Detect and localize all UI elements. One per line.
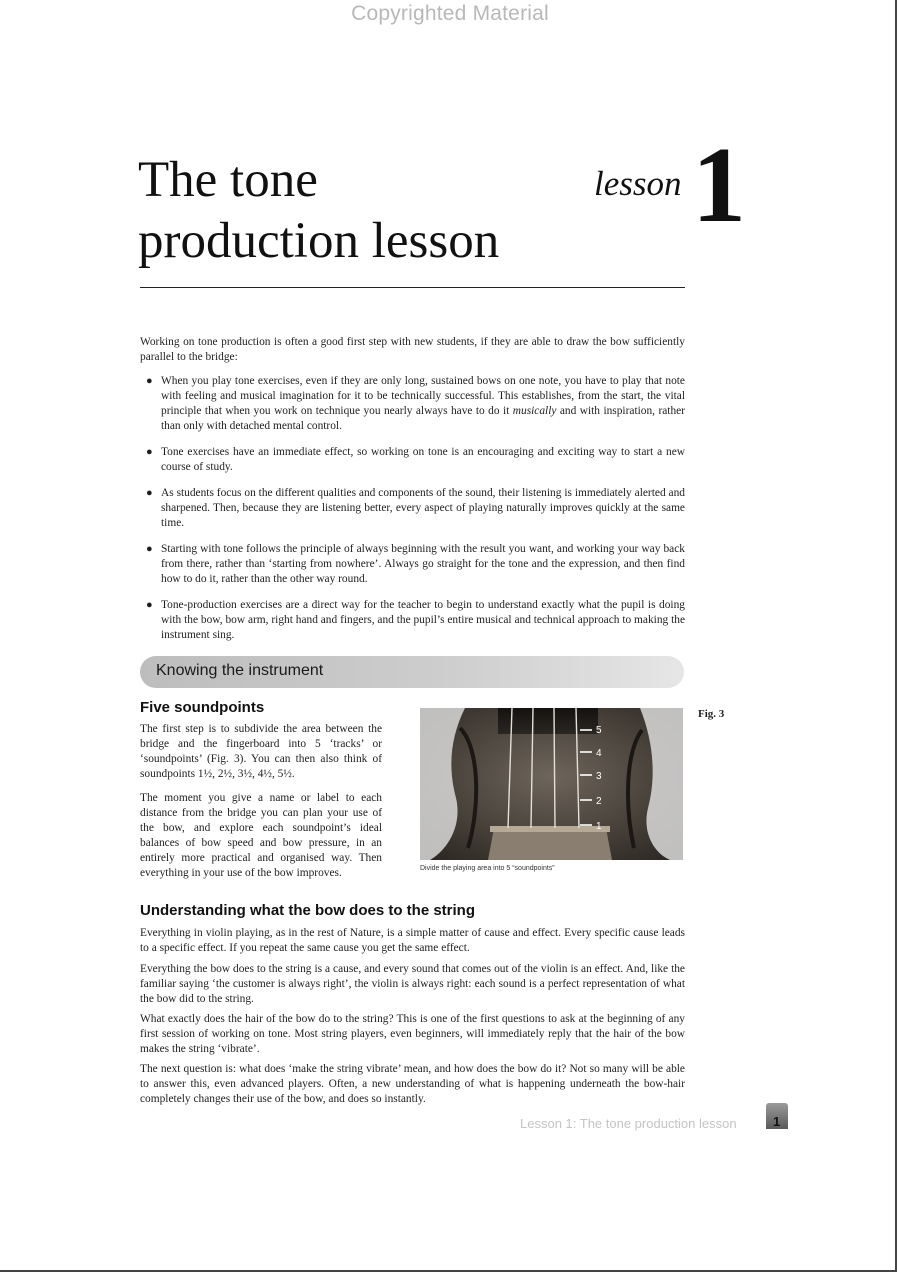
bow-paragraph-4: The next question is: what does ‘make the string vibrate’ mean, and how does the bow do it? Not so many will be able to answer this, even advanced players. Often, a new understanding of what is happening underneath the bow-hair completely changes their use of the bow, and does so instantly. — [140, 1063, 685, 1105]
bullet-dot-icon: ● — [146, 487, 153, 499]
bullet-text: As students focus on the different qualities and components of the sound, their listening is immediately alerted and sharpened. Then, because they are listening better, every aspect of playing naturally improves quickly at the same time. — [161, 487, 685, 529]
soundpoint-mark: 2 — [596, 796, 602, 807]
bow-paragraph-1: Everything in violin playing, as in the rest of Nature, is a simple matter of cause and effect. Every specific cause leads to a specific effect. If you repeat the same cause you get the same effect. — [140, 927, 685, 954]
soundpoint-mark: 4 — [596, 748, 602, 759]
section-bar — [140, 656, 684, 688]
bullet-item — [140, 374, 685, 434]
page-title-line-2: production lesson — [138, 213, 500, 269]
soundpoints-paragraph-1: The first step is to subdivide the area between the bridge and the fingerboard into 5 ‘tracks’ or ‘soundpoints’ (Fig. 3). You can then also think of soundpoints 1½, 2½, 3½, 4½, 5½. — [140, 723, 382, 780]
watermark: Copyrighted Material — [351, 2, 549, 25]
bullet-text: Tone-production exercises are a direct way for the teacher to begin to understand exactly what the pupil is doing with the bow, bow arm, right hand and fingers, and the pupil’s entire musical and technical approach to making the instrument sing. — [161, 599, 685, 641]
page-title-line-1: The tone — [138, 152, 318, 208]
bullet-item — [140, 542, 685, 587]
bullet-emphasis: musically — [512, 405, 557, 417]
bow-paragraph-2: Everything the bow does to the string is a cause, and every sound that comes out of the violin is an effect. And, like the familiar saying ‘the customer is always right’, the violin is always right: each sound is a perfect representation of what the bow did to the string. — [140, 963, 685, 1005]
bow-paragraph-3: What exactly does the hair of the bow do to the string? This is one of the first questions to ask at the beginning of any first session of working on tone. Most string players, even beginners, will immediately reply that the hair of the bow makes the string ‘vibrate’. — [140, 1013, 685, 1055]
bullet-text: Starting with tone follows the principle of always beginning with the result you want, and working your way back from there, rather than ‘starting from nowhere’. Always go straight for the tone and the expression, and then find how to do it, rather than the other way round. — [161, 543, 685, 585]
figure-label: Fig. 3 — [698, 708, 725, 720]
soundpoints-paragraph-2: The moment you give a name or label to each distance from the bridge you can plan your use of the bow, and explore each soundpoint’s ideal balances of bow speed and bow pressure, in an entirely more practical and organised way. Then everything in your use of the bow improves. — [140, 792, 382, 879]
soundpoint-mark: 5 — [596, 725, 602, 736]
running-footer: Lesson 1: The tone production lesson — [520, 1116, 737, 1131]
bullet-dot-icon: ● — [146, 543, 153, 555]
bullet-item — [140, 445, 685, 475]
lesson-word: lesson — [594, 164, 682, 203]
page-number: 1 — [773, 1114, 781, 1129]
title-rule — [140, 287, 685, 288]
intro-paragraph: Working on tone production is often a good first step with new students, if they are able to draw the bow sufficiently parallel to the bridge: — [140, 336, 685, 363]
bullet-item — [140, 486, 685, 531]
bullet-dot-icon: ● — [146, 599, 153, 611]
lesson-number: 1 — [692, 126, 746, 245]
bullet-dot-icon: ● — [146, 375, 153, 387]
violin-photo-illustration — [420, 708, 683, 860]
bullet-list — [140, 374, 685, 654]
bullet-text: When you play tone exercises, even if they are only long, sustained bows on one note, you have to play that note with feeling and musical imagination for it to be technically successful. This establishes, from the start, the vital principle that when you work on technique you nearly always have to do it — [161, 375, 685, 417]
soundpoint-mark: 1 — [596, 821, 602, 832]
section-title: Knowing the instrument — [156, 662, 324, 679]
soundpoint-mark: 3 — [596, 771, 602, 782]
bullet-item — [140, 598, 685, 643]
soundpoints-heading: Five soundpoints — [140, 699, 265, 716]
bow-heading: Understanding what the bow does to the string — [140, 902, 476, 919]
figure-caption: Divide the playing area into 5 “soundpoints” — [420, 865, 555, 872]
bullet-text: and with inspiration, rather than only with detached mental control. — [161, 405, 686, 432]
bullet-text: Tone exercises have an immediate effect, so working on tone is an encouraging and exciting way to start a new course of study. — [161, 446, 685, 473]
bullet-dot-icon: ● — [146, 446, 153, 458]
page-title — [138, 150, 588, 272]
violin-soundpoints-photo — [420, 708, 683, 860]
